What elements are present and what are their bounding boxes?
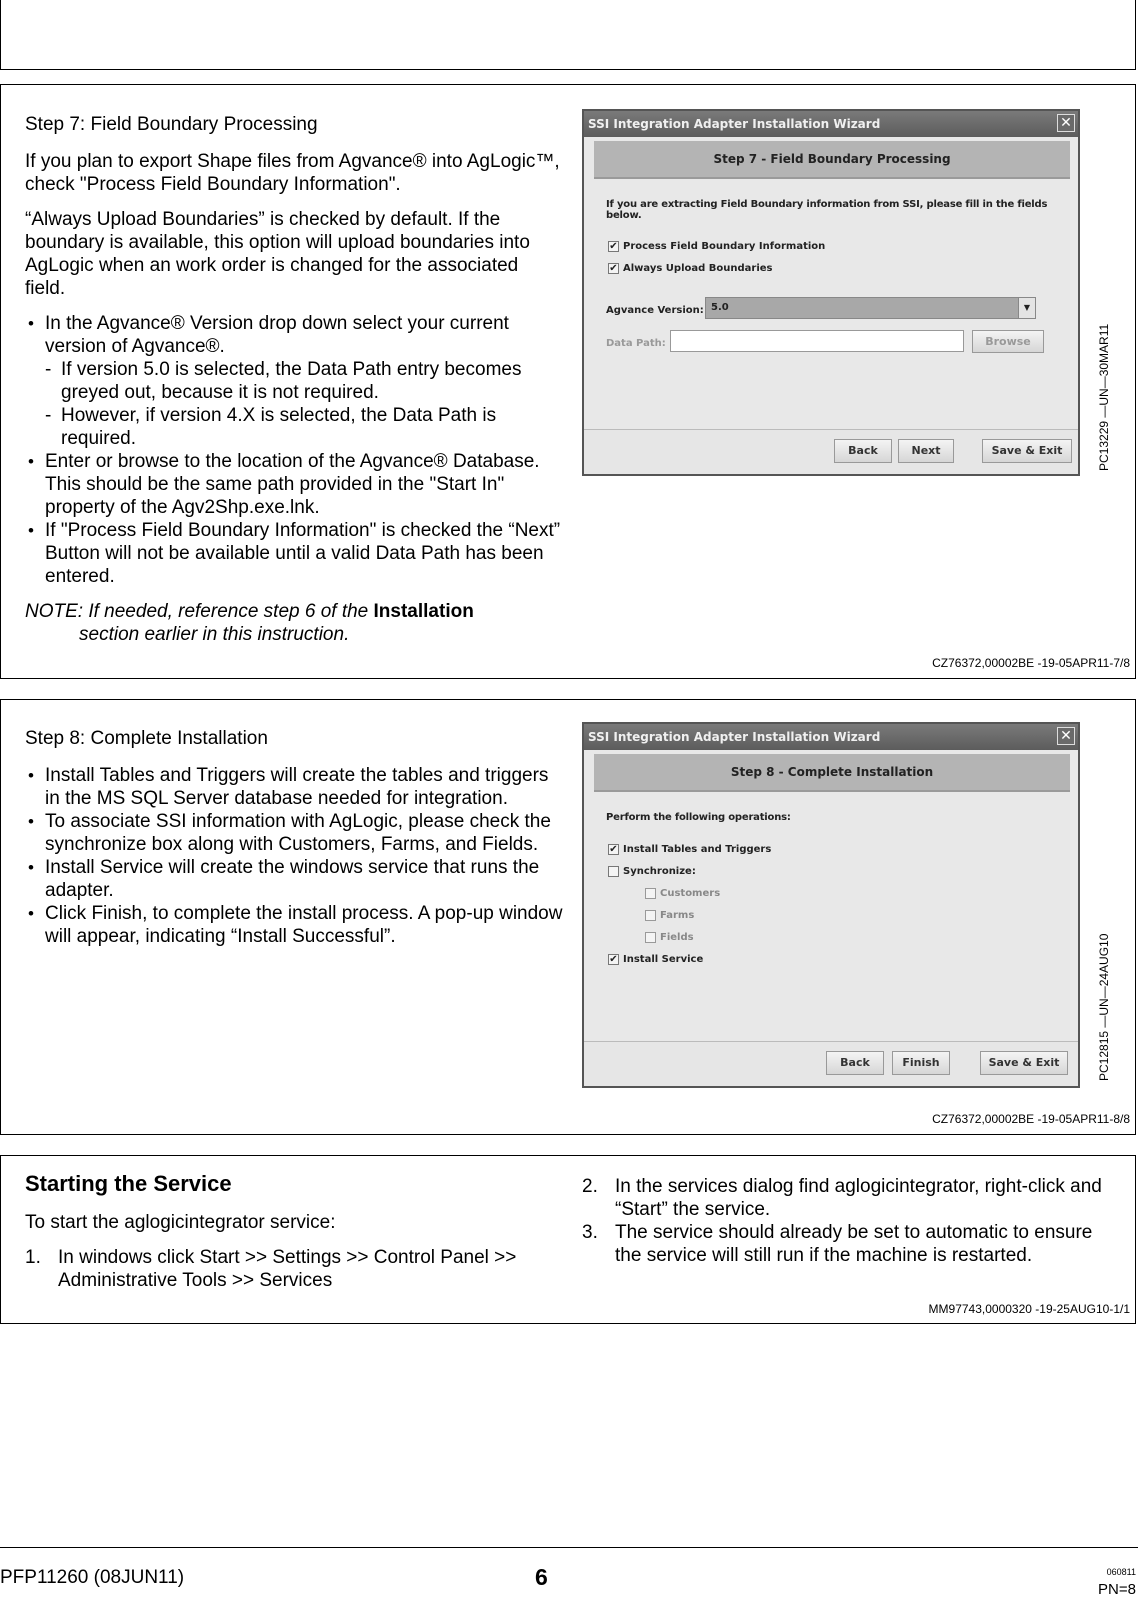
- service-intro: To start the aglogicintegrator service:: [25, 1212, 336, 1233]
- service-ref: MM97743,0000320 -19-25AUG10-1/1: [928, 1302, 1130, 1316]
- close-icon[interactable]: ✕: [1057, 727, 1075, 745]
- dialog-body: [584, 179, 1078, 439]
- step7-ref: CZ76372,00002BE -19-05APR11-7/8: [932, 656, 1130, 670]
- service-left-column: [25, 1211, 570, 1292]
- step7-text: [25, 150, 563, 646]
- back-button[interactable]: Back: [826, 1051, 884, 1075]
- dialog-titlebar: [584, 724, 1078, 750]
- service-right-column: [582, 1175, 1122, 1267]
- checkbox-unchecked-icon: [645, 888, 656, 899]
- step7-subbullets: [45, 358, 563, 450]
- step8-bullet: • To associate SSI information with AgLogic, please check the synchronize box along with Customers, Farms, and Fields.: [25, 810, 563, 856]
- dialog-titlebar: [584, 111, 1078, 137]
- save-exit-button[interactable]: Save & Exit: [980, 1051, 1068, 1075]
- service-steps-left: [25, 1246, 570, 1292]
- service-step: 1. In windows click Start >> Settings >> Control Panel >> Administrative Tools >> Services: [25, 1247, 517, 1291]
- checkbox-checked-icon: ✔: [609, 263, 618, 274]
- service-steps-right: [582, 1175, 1122, 1267]
- step7-para2: “Always Upload Boundaries” is checked by default. If the boundary is available, this option will upload boundaries into AgLogic when an work order is changed for the associated field.: [25, 209, 530, 299]
- service-step: 2. In the services dialog find aglogicintegrator, right-click and “Start” the service.: [582, 1176, 1102, 1220]
- footer-doc-id: PFP11260 (08JUN11): [0, 1567, 185, 1588]
- dialog-title: SSI Integration Adapter Installation Wizard: [588, 730, 881, 744]
- step7-wizard-dialog: [582, 109, 1080, 476]
- step7-para1: If you plan to export Shape files from Agvance® into AgLogic™, check "Process Field Boundary Information".: [25, 151, 560, 195]
- step7-image-label: PC13229 —UN—30MAR11: [1097, 323, 1111, 471]
- top-section-box: [0, 0, 1136, 70]
- fields-checkbox[interactable]: Fields: [645, 932, 694, 943]
- service-step: 3. The service should already be set to automatic to ensure the service will still run if the machine is restarted.: [582, 1222, 1093, 1266]
- step7-subbullet: - If version 5.0 is selected, the Data Path entry becomes greyed out, because it is not required.: [45, 358, 563, 404]
- step7-bullets: [25, 312, 563, 588]
- checkbox-checked-icon: ✔: [609, 241, 618, 252]
- dialog-intro: If you are extracting Field Boundary information from SSI, please fill in the fields below.: [606, 199, 1048, 221]
- step8-text: [25, 764, 563, 948]
- step8-bullets: [25, 764, 563, 948]
- dialog-body: [584, 792, 1078, 1052]
- step8-image-label: PC12815 —UN—24AUG10: [1097, 933, 1111, 1081]
- step7-bullet: • If "Process Field Boundary Information" is checked the “Next” Button will not be available until a valid Data Path has been entered.: [25, 519, 563, 588]
- next-button[interactable]: Next: [898, 439, 954, 463]
- step7-bullet: • Enter or browse to the location of the Agvance® Database. This should be the same path provided in the "Start In" property of the Agv2Shp.exe.lnk.: [25, 450, 563, 519]
- browse-button[interactable]: Browse: [972, 330, 1044, 353]
- chevron-down-icon[interactable]: ▼: [1018, 298, 1035, 318]
- synchronize-checkbox[interactable]: Synchronize:: [608, 866, 696, 877]
- step7-subbullet: - However, if version 4.X is selected, the Data Path is required.: [45, 404, 563, 450]
- back-button[interactable]: Back: [834, 439, 892, 463]
- data-path-label: Data Path:: [606, 338, 666, 349]
- close-icon[interactable]: ✕: [1057, 114, 1075, 132]
- step8-wizard-dialog: [582, 722, 1080, 1088]
- dialog-intro: Perform the following operations:: [606, 812, 791, 823]
- install-tables-triggers-checkbox[interactable]: ✔ Install Tables and Triggers: [609, 844, 772, 855]
- step7-note: NOTE: If needed, reference step 6 of the Installation section earlier in this instruction.: [25, 601, 474, 645]
- step8-bullet: • Install Service will create the windows service that runs the adapter.: [25, 856, 563, 902]
- agvance-version-label: Agvance Version:: [606, 305, 704, 316]
- always-upload-boundaries-checkbox[interactable]: ✔ Always Upload Boundaries: [609, 263, 773, 274]
- checkbox-unchecked-icon: [645, 932, 656, 943]
- footer-code: 060811: [1106, 1567, 1136, 1577]
- checkbox-unchecked-icon: [608, 866, 619, 877]
- finish-button[interactable]: Finish: [892, 1051, 950, 1075]
- dialog-step-banner: Step 7 - Field Boundary Processing: [594, 141, 1070, 179]
- data-path-input[interactable]: [670, 330, 964, 352]
- dialog-footer: [584, 1041, 1078, 1086]
- step8-ref: CZ76372,00002BE -19-05APR11-8/8: [932, 1112, 1130, 1126]
- step8-title: Step 8: Complete Installation: [25, 728, 268, 749]
- farms-checkbox[interactable]: Farms: [645, 910, 694, 921]
- step7-bullet: • In the Agvance® Version drop down select your current version of Agvance®. - If version 5.0 is selected, the Data Path entry becomes greyed out, because it is not required. - However, if version 4.X is selected, the Data Path is required.: [25, 312, 563, 450]
- customers-checkbox[interactable]: Customers: [645, 888, 720, 899]
- dialog-title: SSI Integration Adapter Installation Wizard: [588, 117, 881, 131]
- checkbox-checked-icon: ✔: [609, 954, 618, 965]
- service-heading: Starting the Service: [25, 1171, 232, 1196]
- step8-bullet: • Install Tables and Triggers will create the tables and triggers in the MS SQL Server database needed for integration.: [25, 764, 563, 810]
- dialog-step-banner: Step 8 - Complete Installation: [594, 754, 1070, 792]
- checkbox-unchecked-icon: [645, 910, 656, 921]
- agvance-version-dropdown[interactable]: 5.0 ▼: [705, 297, 1036, 319]
- checkbox-checked-icon: ✔: [609, 844, 618, 855]
- step8-bullet: • Click Finish, to complete the install process. A pop-up window will appear, indicating “Install Successful”.: [25, 902, 563, 948]
- save-exit-button[interactable]: Save & Exit: [982, 439, 1072, 463]
- process-field-boundary-checkbox[interactable]: ✔ Process Field Boundary Information: [609, 241, 826, 252]
- footer-pn: PN=8: [1098, 1581, 1136, 1598]
- step7-title: Step 7: Field Boundary Processing: [25, 114, 318, 135]
- install-service-checkbox[interactable]: ✔ Install Service: [609, 954, 704, 965]
- dialog-footer: [584, 429, 1078, 474]
- page-number: 6: [535, 1564, 548, 1590]
- footer-divider: [0, 1547, 1138, 1548]
